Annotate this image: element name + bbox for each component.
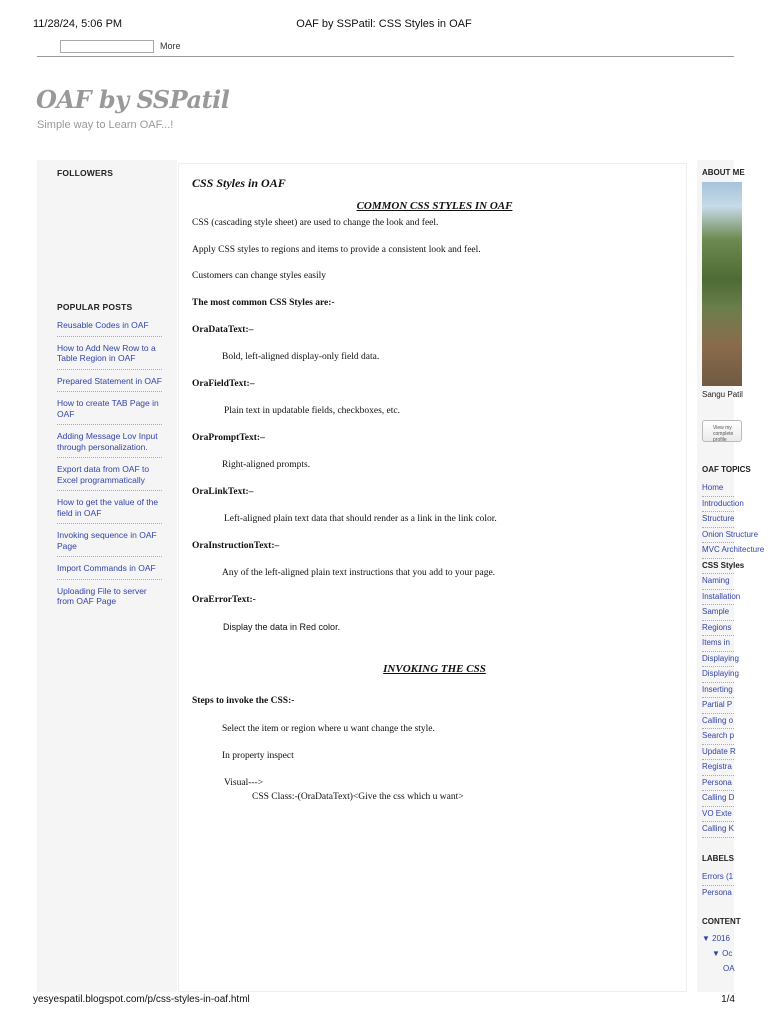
style-name: OraDataText:– [192, 325, 254, 335]
oaf-topics-heading: OAF TOPICS [702, 465, 751, 474]
label-link[interactable]: Errors (1 [702, 870, 734, 886]
step-text: Visual---> [224, 778, 264, 788]
popular-post-link[interactable]: How to Add New Row to a Table Region in OAF [57, 343, 162, 370]
steps-label: Steps to invoke the CSS:- [192, 696, 295, 706]
popular-post-link[interactable]: Reusable Codes in OAF [57, 320, 162, 337]
topic-link[interactable]: Onion Structure [702, 528, 734, 544]
topic-link[interactable]: Displaying [702, 652, 734, 668]
topic-link[interactable]: Items in [702, 636, 734, 652]
popular-post-link[interactable]: Prepared Statement in OAF [57, 376, 162, 393]
style-description: Display the data in Red color. [223, 622, 341, 632]
style-name: OraLinkText:– [192, 487, 254, 497]
label-link[interactable]: Persona [702, 887, 732, 897]
invoking-css-heading: INVOKING THE CSS [383, 663, 486, 675]
style-description: Bold, left-aligned display-only field data. [222, 352, 380, 362]
post-container [178, 163, 687, 992]
right-sidebar [697, 160, 765, 992]
intro-paragraph-1: CSS (cascading style sheet) are used to change the look and feel. [192, 218, 439, 228]
popular-posts-list [57, 320, 162, 618]
oaf-topics-list [702, 481, 765, 838]
topic-link[interactable]: Persona [702, 776, 734, 792]
topic-link[interactable]: Home [702, 481, 734, 497]
post-title: CSS Styles in OAF [192, 176, 286, 190]
print-url: yesyespatil.blogspot.com/p/css-styles-in-oaf.html [33, 994, 250, 1005]
print-datetime: 11/28/24, 5:06 PM [33, 18, 123, 30]
step-text: Select the item or region where u want change the style. [222, 724, 435, 734]
popular-posts-heading: POPULAR POSTS [57, 302, 133, 312]
style-name: OraErrorText:- [192, 595, 256, 605]
topic-link[interactable]: Calling D [702, 791, 734, 807]
followers-heading: FOLLOWERS [57, 168, 114, 178]
content-heading: CONTENT [702, 917, 741, 926]
blogger-navbar [37, 38, 734, 57]
blog-title[interactable]: OAF by SSPatil [36, 85, 230, 114]
print-doc-title: OAF by SSPatil: CSS Styles in OAF [296, 18, 472, 30]
profile-photo[interactable] [702, 182, 742, 386]
about-me-heading: ABOUT ME [702, 168, 745, 177]
step-text: CSS Class:-(OraDataText)<Give the css which u want> [252, 792, 464, 802]
topic-link[interactable]: Displaying [702, 667, 734, 683]
popular-post-link[interactable]: Uploading File to server from OAF Page [57, 585, 147, 606]
navbar-search-input[interactable] [60, 40, 154, 53]
topic-link[interactable]: Structure [702, 512, 734, 528]
popular-post-link[interactable]: Export data from OAF to Excel programmatically [57, 464, 162, 491]
topic-link[interactable]: Sample [702, 605, 734, 621]
style-name: OraPromptText:– [192, 433, 265, 443]
topic-link[interactable]: MVC Architecture [702, 543, 734, 559]
navbar-more-link[interactable]: More [160, 41, 181, 51]
profile-name[interactable]: Sangu Patil [702, 390, 743, 399]
topic-link[interactable]: VO Exte [702, 807, 734, 823]
step-text: In property inspect [222, 751, 294, 761]
style-name: OraFieldText:– [192, 379, 255, 389]
topic-link[interactable]: Calling o [702, 714, 734, 730]
popular-post-link[interactable]: How to get the value of the field in OAF [57, 497, 162, 524]
topic-link[interactable]: Introduction [702, 497, 734, 513]
topic-link[interactable]: Naming [702, 574, 734, 590]
topic-link[interactable]: Installation [702, 590, 734, 606]
archive-post-link[interactable]: OA [723, 964, 735, 973]
topic-link[interactable]: Search p [702, 729, 734, 745]
popular-post-link[interactable]: Invoking sequence in OAF Page [57, 530, 162, 557]
topic-link[interactable]: Registra [702, 760, 734, 776]
popular-post-link[interactable]: Import Commands in OAF [57, 563, 162, 580]
topic-link[interactable]: Partial P [702, 698, 734, 714]
topic-link[interactable]: Calling K [702, 822, 734, 838]
style-description: Plain text in updatable fields, checkboxes, etc. [224, 406, 400, 416]
print-header [33, 18, 735, 32]
labels-heading: LABELS [702, 854, 734, 863]
common-styles-heading: COMMON CSS STYLES IN OAF [356, 200, 513, 212]
style-description: Left-aligned plain text data that should render as a link in the link color. [224, 514, 497, 524]
topic-link[interactable]: Regions [702, 621, 734, 637]
topic-link-current[interactable]: CSS Styles [702, 559, 734, 575]
archive-month-toggle[interactable]: ▼ Oc [712, 949, 733, 958]
print-page-number: 1/4 [721, 994, 735, 1005]
popular-post-link[interactable]: Adding Message Lov Input through personalization. [57, 431, 162, 458]
blog-description: Simple way to Learn OAF...! [37, 119, 174, 131]
style-name: OraInstructionText:– [192, 541, 280, 551]
topic-link[interactable]: Inserting [702, 683, 734, 699]
labels-list [702, 870, 734, 901]
intro-paragraph-3: Customers can change styles easily [192, 271, 327, 281]
style-description: Right-aligned prompts. [222, 460, 311, 470]
intro-paragraph-2: Apply CSS styles to regions and items to provide a consistent look and feel. [192, 245, 481, 255]
popular-post-link[interactable]: How to create TAB Page in OAF [57, 398, 162, 425]
topic-link[interactable]: Update R [702, 745, 734, 761]
view-profile-button[interactable]: View my complete profile [702, 420, 742, 442]
style-description: Any of the left-aligned plain text instructions that you add to your page. [222, 568, 496, 578]
common-styles-label: The most common CSS Styles are:- [192, 298, 335, 308]
print-footer [33, 994, 735, 1008]
archive-year-toggle[interactable]: ▼ 2016 [702, 934, 730, 943]
